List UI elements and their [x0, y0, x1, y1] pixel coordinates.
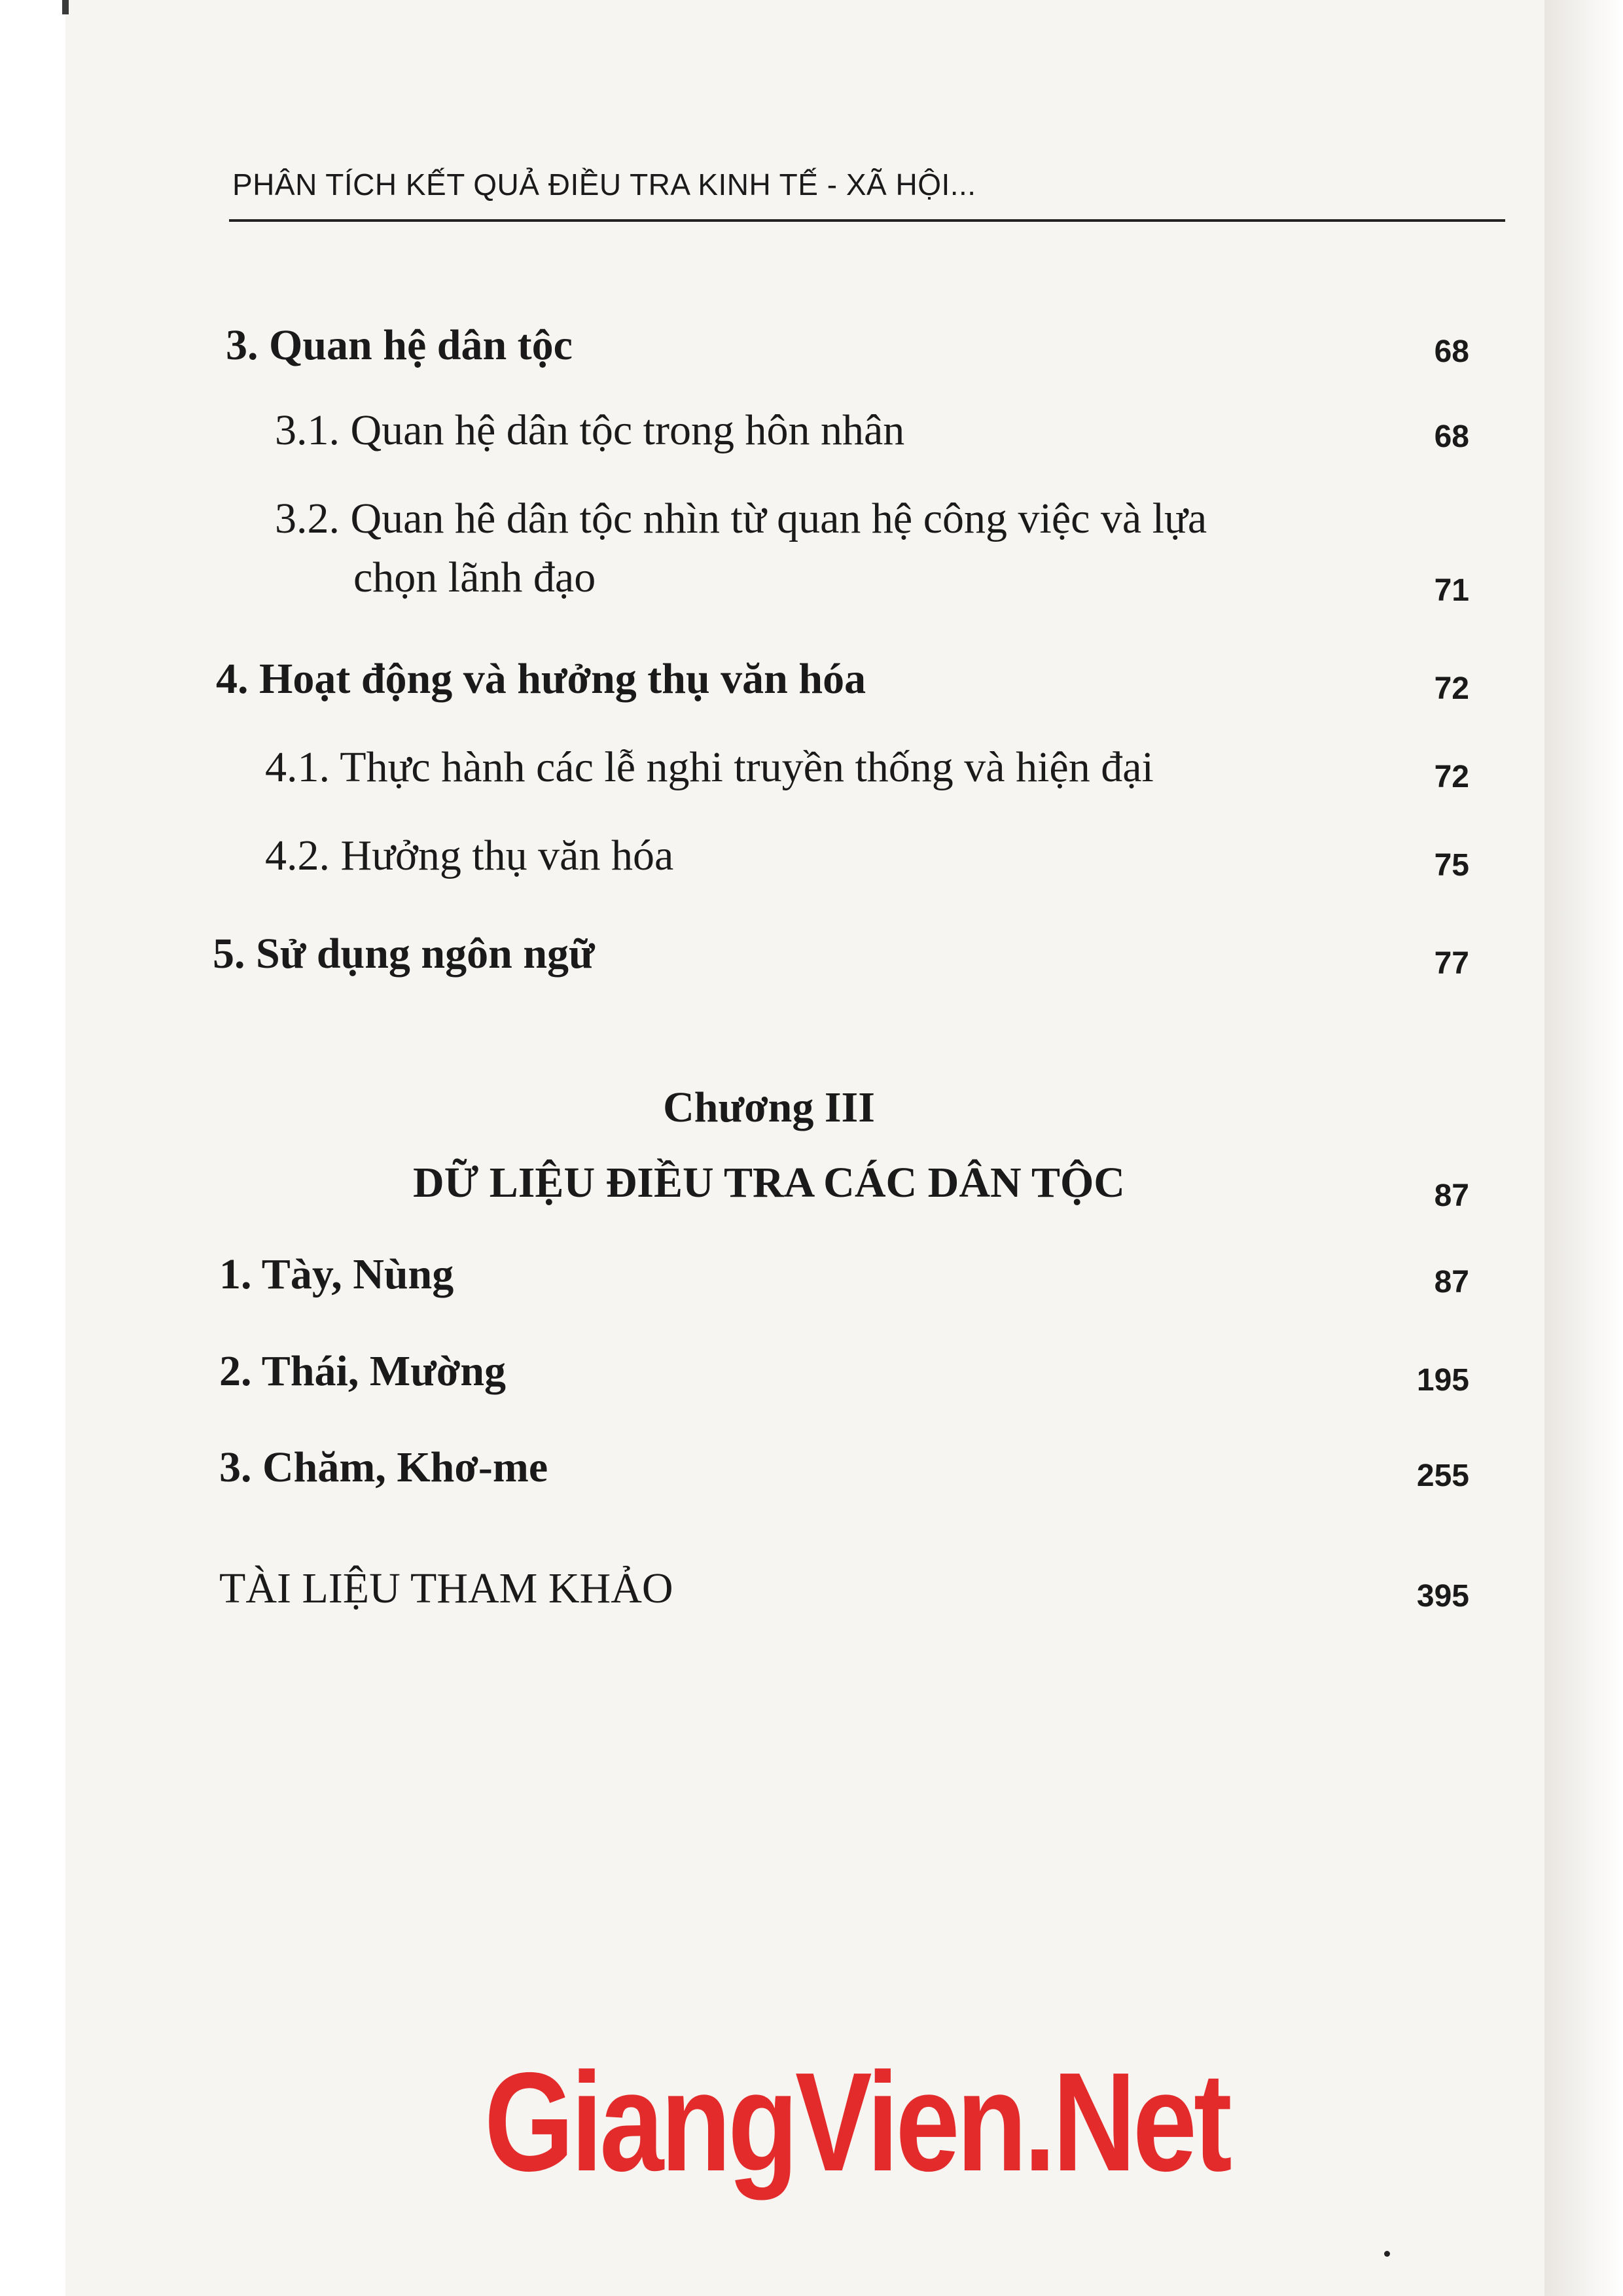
references-entry: TÀI LIỆU THAM KHẢO [219, 1564, 673, 1612]
chapter-page: 87 [1434, 1178, 1469, 1213]
chapter-heading: Chương III [663, 1084, 875, 1131]
references-page: 395 [1416, 1579, 1469, 1614]
header-rule [229, 219, 1505, 222]
toc-entry-4-1: 4.1. Thực hành các lễ nghi truyền thống và hiện đại [265, 743, 1154, 791]
toc-page-5: 77 [1434, 946, 1469, 981]
page-edge [1544, 0, 1623, 2296]
chapter-item-3: 3. Chăm, Khơ-me [219, 1443, 548, 1491]
watermark-logo: GiangVien.Net [484, 2043, 1229, 2200]
running-header: PHÂN TÍCH KẾT QUẢ ĐIỀU TRA KINH TẾ - XÃ HỘI... [232, 168, 976, 202]
toc-entry-3-1: 3.1. Quan hệ dân tộc trong hôn nhân [275, 406, 905, 454]
toc-page-3-2: 71 [1434, 573, 1469, 608]
corner-mark [62, 0, 69, 14]
toc-entry-5: 5. Sử dụng ngôn ngữ [213, 930, 595, 978]
chapter-title: DỮ LIỆU ĐIỀU TRA CÁC DÂN TỘC [413, 1159, 1125, 1207]
toc-entry-4: 4. Hoạt động và hưởng thụ văn hóa [216, 655, 866, 703]
toc-entry-4-2: 4.2. Hưởng thụ văn hóa [265, 832, 674, 879]
toc-entry-3-2-line1: 3.2. Quan hê dân tộc nhìn từ quan hệ công việc và lựa [275, 495, 1207, 542]
chapter-item-1: 1. Tày, Nùng [219, 1250, 454, 1298]
chapter-item-1-page: 87 [1434, 1265, 1469, 1299]
toc-page-4: 72 [1434, 671, 1469, 706]
chapter-item-2-page: 195 [1416, 1363, 1469, 1398]
chapter-item-2: 2. Thái, Mường [219, 1347, 507, 1395]
toc-entry-3: 3. Quan hệ dân tộc [226, 321, 573, 369]
toc-entry-3-2-line2: chọn lãnh đạo [353, 554, 596, 601]
toc-page-4-1: 72 [1434, 760, 1469, 794]
toc-page-4-2: 75 [1434, 848, 1469, 883]
chapter-item-3-page: 255 [1416, 1458, 1469, 1493]
toc-page-3: 68 [1434, 334, 1469, 369]
page-dot [1384, 2251, 1390, 2257]
toc-page-3-1: 68 [1434, 419, 1469, 454]
